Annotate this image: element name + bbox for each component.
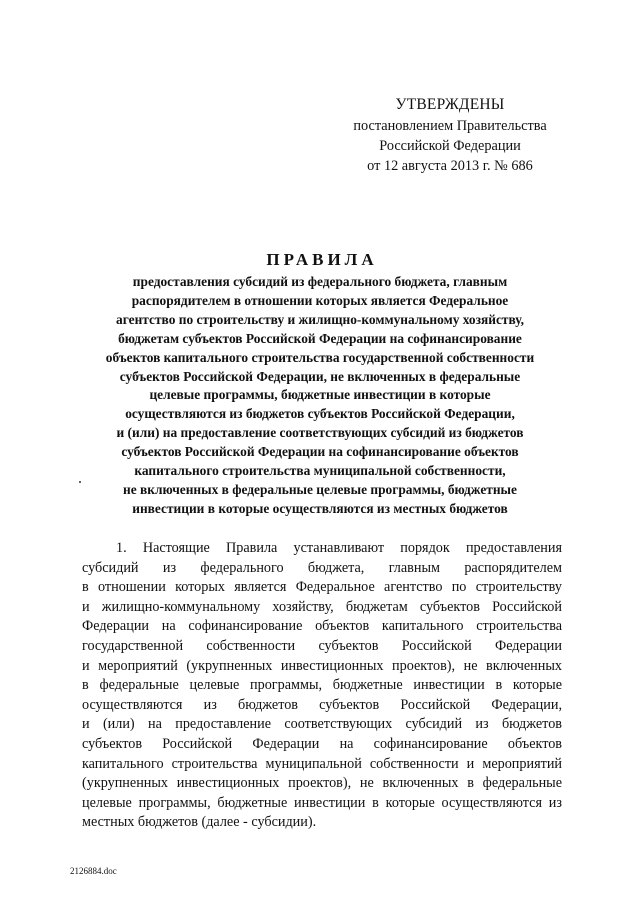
paragraph-line: осуществляются из бюджетов субъектов Российской Федерации,	[82, 696, 562, 713]
subtitle-line: капитального строительства муниципальной собственности,	[134, 463, 506, 479]
subtitle-line: не включенных в федеральные целевые программы, бюджетные	[123, 481, 517, 497]
scan-dot-mark	[79, 481, 81, 483]
file-code: 2126884.doc	[70, 866, 117, 876]
subtitle-line: предоставления субсидий из федерального бюджета, главным	[132, 274, 508, 289]
paragraph-1	[82, 539, 562, 833]
paragraph-line: в отношении которых является Федеральное агентство по строительству	[82, 579, 562, 596]
paragraph-line: субъектов Российской Федерации на софинансирование объектов	[82, 735, 562, 752]
paragraph-line: местных бюджетов (далее - субсидии).	[82, 814, 317, 831]
approval-block	[330, 95, 570, 176]
subtitle-line: субъектов Российской Федерации на софинансирование объектов	[121, 444, 519, 460]
paragraph-line: капитального строительства муниципальной собственности и мероприятий	[82, 755, 562, 772]
approval-line-2: Российской Федерации	[379, 138, 521, 154]
subtitle-line: распорядителем в отношении которых является Федеральное	[131, 292, 509, 308]
subtitle-line: бюджетам субъектов Российской Федерации на софинансирование	[118, 330, 522, 346]
paragraph-line: в федеральные целевые программы, бюджетные инвестиции в которые	[82, 677, 562, 694]
document-title: ПРАВИЛА	[266, 250, 378, 269]
subtitle-line: объектов капитального строительства государственной собственности	[105, 349, 535, 365]
approval-line-3: от 12 августа 2013 г. № 686	[367, 158, 533, 174]
subtitle-line: осуществляются из бюджетов субъектов Российской Федерации,	[125, 406, 515, 422]
subtitle-line: и (или) на предоставление соответствующих субсидий из бюджетов	[116, 425, 524, 441]
paragraph-line: 1. Настоящие Правила устанавливают порядок предоставления	[116, 540, 562, 556]
subtitle-line: агентство по строительству и жилищно-коммунальному хозяйству,	[116, 311, 524, 327]
subtitle-line: инвестиции в которые осуществляются из местных бюджетов	[132, 500, 508, 516]
paragraph-line: (укрупненных инвестиционных проектов), не включенных в федеральные	[82, 775, 562, 792]
paragraph-line: и мероприятий (укрупненных инвестиционных проектов), не включенных	[82, 657, 562, 674]
subtitle-line: целевые программы, бюджетные инвестиции в которые	[149, 387, 491, 403]
paragraph-line: и (или) на предоставление соответствующих субсидий из бюджетов	[82, 716, 562, 733]
paragraph-line: субсидий из федерального бюджета, главным распорядителем	[82, 559, 562, 576]
approval-stamp: УТВЕРЖДЕНЫ	[395, 96, 505, 113]
approval-line-1: постановлением Правительства	[353, 118, 547, 134]
paragraph-line: Федерации на софинансирование объектов капитального строительства	[82, 618, 562, 635]
paragraph-line: государственной собственности субъектов Российской Федерации	[82, 637, 562, 654]
document-subtitle	[60, 273, 580, 519]
subtitle-line: субъектов Российской Федерации, не включенных в федеральные	[119, 368, 521, 384]
paragraph-line: и жилищно-коммунальному хозяйству, бюджетам субъектов Российской	[82, 598, 562, 615]
paragraph-line: целевые программы, бюджетные инвестиции в которые осуществляются из	[82, 794, 562, 811]
